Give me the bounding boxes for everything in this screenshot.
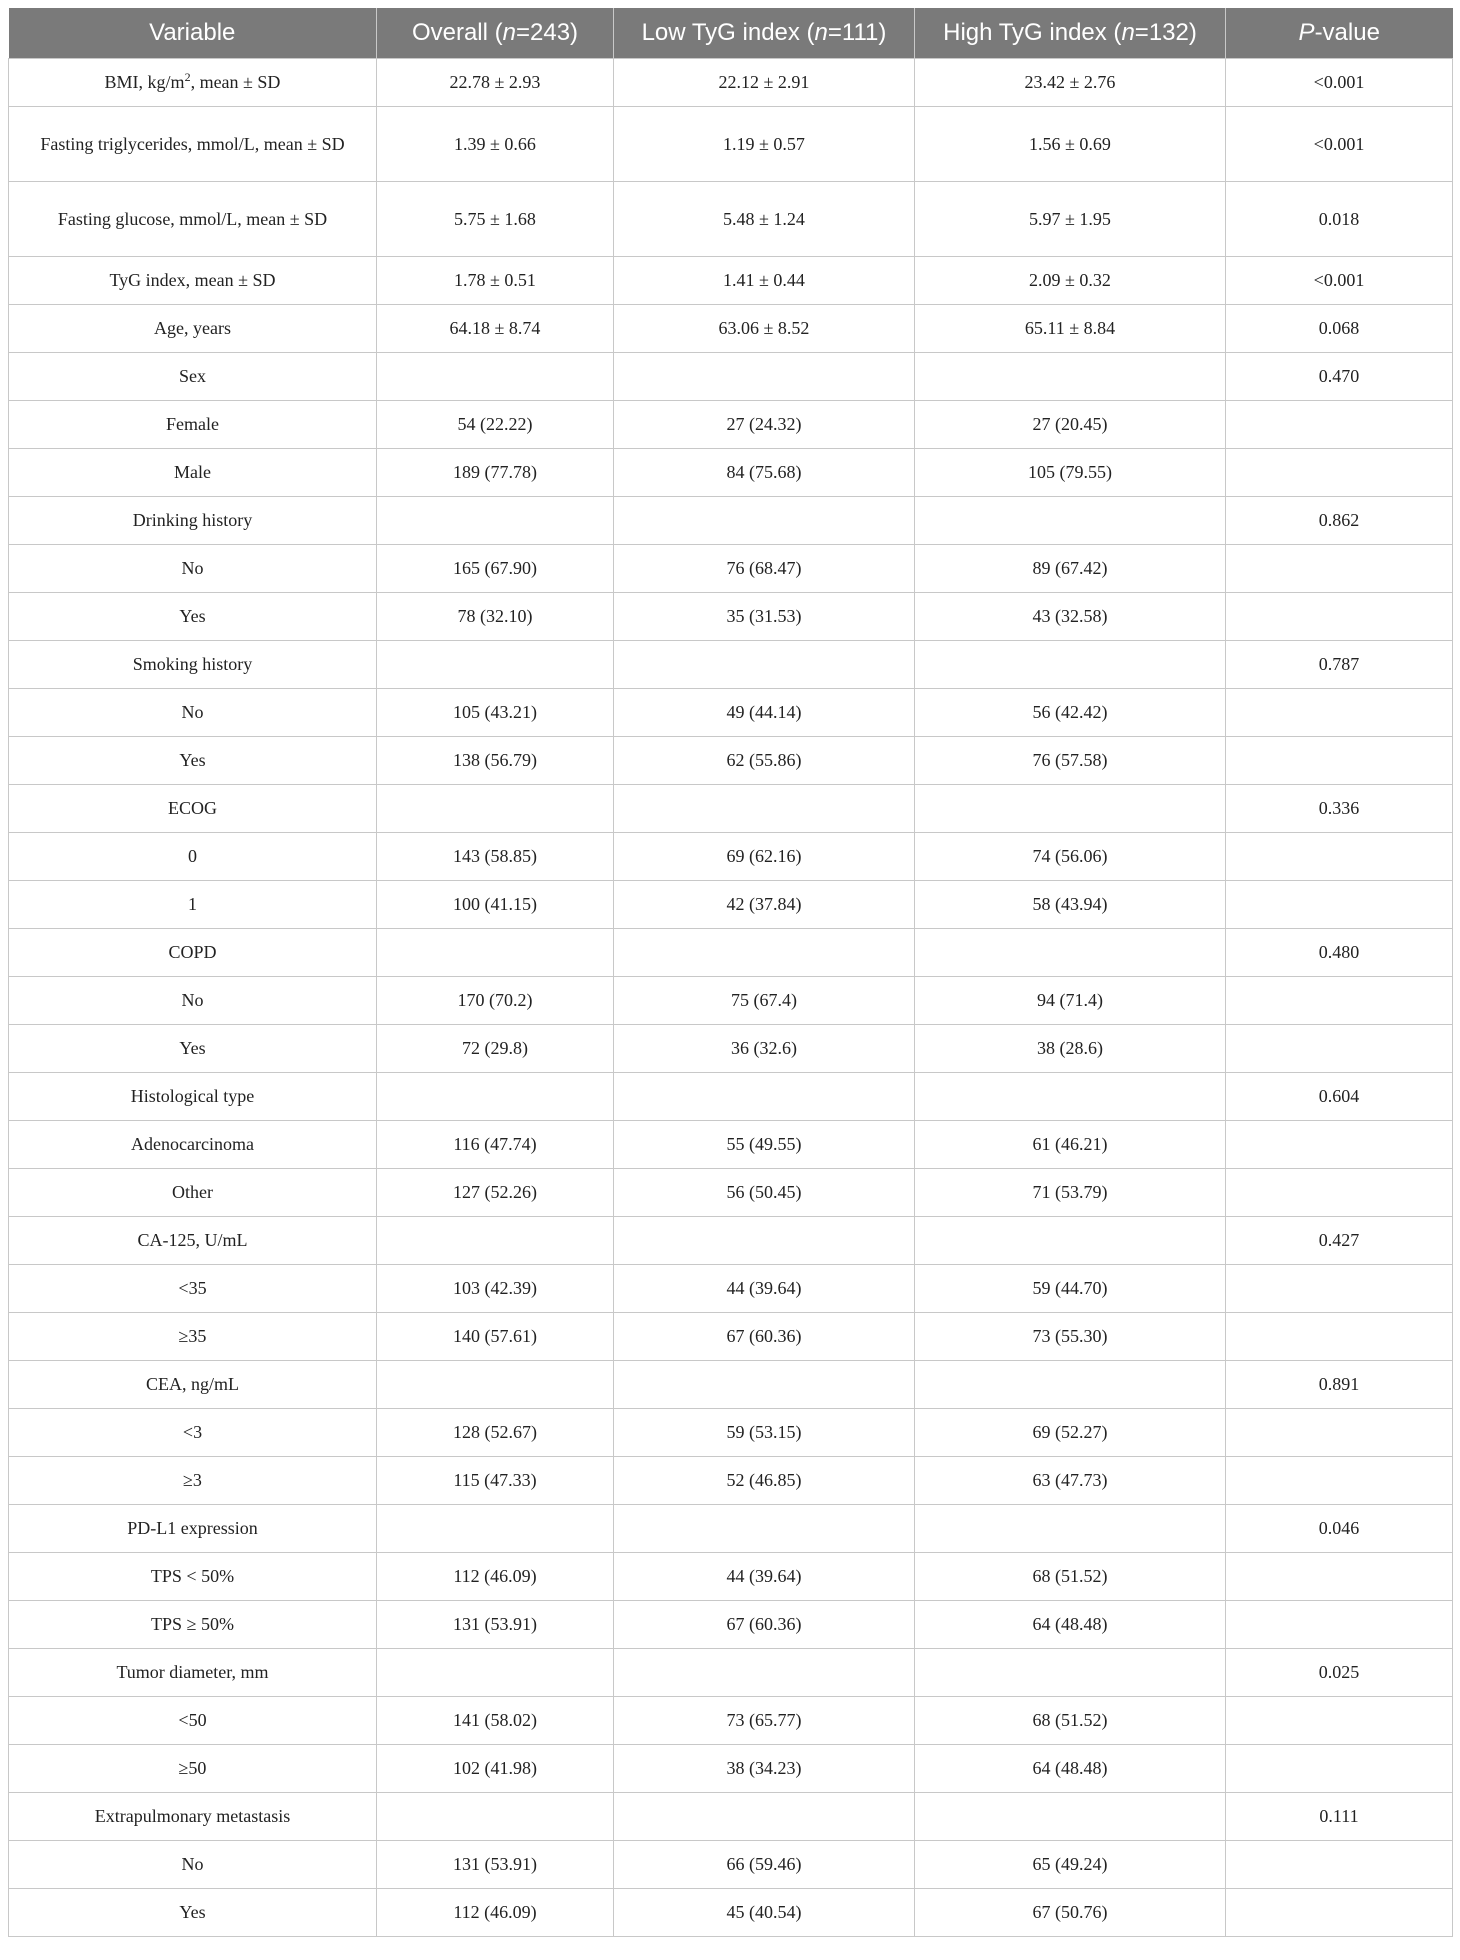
cell-variable: Yes: [9, 592, 377, 640]
cell-high: 65.11 ± 8.84: [915, 304, 1226, 352]
bmi-label: BMI, kg/m: [104, 72, 185, 92]
table-row: [9, 181, 1453, 256]
cell-p: 0.480: [1226, 928, 1453, 976]
table-row: [9, 304, 1453, 352]
cell-p: [1226, 544, 1453, 592]
table-row: [9, 976, 1453, 1024]
header-low-tyg: [614, 8, 915, 58]
cell-p: [1226, 400, 1453, 448]
header-low-count: =111): [827, 18, 887, 46]
cell-variable: Histological type: [9, 1072, 377, 1120]
cell-high: 64 (48.48): [915, 1744, 1226, 1792]
cell-p: [1226, 1264, 1453, 1312]
table-row: [9, 1744, 1453, 1792]
header-high-tyg: [915, 8, 1226, 58]
cell-variable: No: [9, 688, 377, 736]
cell-high: 1.56 ± 0.69: [915, 106, 1226, 181]
cell-overall: 131 (53.91): [377, 1600, 614, 1648]
cell-high: 5.97 ± 1.95: [915, 181, 1226, 256]
table-row: [9, 1840, 1453, 1888]
table-row: [9, 1552, 1453, 1600]
cell-variable: Yes: [9, 736, 377, 784]
table-row: [9, 1168, 1453, 1216]
cell-high: 27 (20.45): [915, 400, 1226, 448]
cell-high: [915, 1792, 1226, 1840]
header-overall: [377, 8, 614, 58]
cell-low: 42 (37.84): [614, 880, 915, 928]
cell-variable: Yes: [9, 1024, 377, 1072]
cell-p: [1226, 1552, 1453, 1600]
cell-p: [1226, 1600, 1453, 1648]
cell-variable: Other: [9, 1168, 377, 1216]
cell-variable: Age, years: [9, 304, 377, 352]
cell-variable: No: [9, 544, 377, 592]
table-row: [9, 784, 1453, 832]
table-row: [9, 106, 1453, 181]
cell-variable: TPS < 50%: [9, 1552, 377, 1600]
cell-overall: 112 (46.09): [377, 1552, 614, 1600]
cell-variable: No: [9, 1840, 377, 1888]
baseline-characteristics-table: [8, 8, 1453, 1937]
cell-variable: 1: [9, 880, 377, 928]
cell-low: [614, 1072, 915, 1120]
cell-low: 63.06 ± 8.52: [614, 304, 915, 352]
cell-high: [915, 784, 1226, 832]
cell-overall: 72 (29.8): [377, 1024, 614, 1072]
cell-overall: 141 (58.02): [377, 1696, 614, 1744]
cell-p: 0.427: [1226, 1216, 1453, 1264]
header-variable-label: Variable: [149, 18, 236, 46]
table-row: [9, 736, 1453, 784]
header-high-count: =132): [1134, 18, 1197, 46]
cell-high: 73 (55.30): [915, 1312, 1226, 1360]
header-overall-count: =243): [515, 18, 579, 46]
table-row: [9, 1264, 1453, 1312]
cell-overall: 5.75 ± 1.68: [377, 181, 614, 256]
cell-p: 0.068: [1226, 304, 1453, 352]
cell-p: [1226, 976, 1453, 1024]
cell-high: [915, 496, 1226, 544]
cell-overall: 165 (67.90): [377, 544, 614, 592]
cell-high: 64 (48.48): [915, 1600, 1226, 1648]
cell-low: [614, 1216, 915, 1264]
cell-variable: TPS ≥ 50%: [9, 1600, 377, 1648]
cell-overall: [377, 928, 614, 976]
cell-overall: 112 (46.09): [377, 1888, 614, 1936]
cell-low: 69 (62.16): [614, 832, 915, 880]
cell-p: <0.001: [1226, 256, 1453, 304]
cell-p: 0.046: [1226, 1504, 1453, 1552]
cell-overall: [377, 1072, 614, 1120]
cell-low: 67 (60.36): [614, 1312, 915, 1360]
table-row: [9, 256, 1453, 304]
cell-p: 0.470: [1226, 352, 1453, 400]
cell-p: 0.862: [1226, 496, 1453, 544]
cell-low: 45 (40.54): [614, 1888, 915, 1936]
cell-variable: Sex: [9, 352, 377, 400]
cell-variable: No: [9, 976, 377, 1024]
cell-variable: Drinking history: [9, 496, 377, 544]
cell-high: 23.42 ± 2.76: [915, 58, 1226, 106]
cell-low: [614, 352, 915, 400]
header-p-value: [1226, 8, 1453, 58]
cell-p: [1226, 1456, 1453, 1504]
cell-p: 0.336: [1226, 784, 1453, 832]
cell-low: [614, 1360, 915, 1408]
cell-variable: Female: [9, 400, 377, 448]
cell-overall: 1.39 ± 0.66: [377, 106, 614, 181]
cell-variable: CEA, ng/mL: [9, 1360, 377, 1408]
cell-low: 73 (65.77): [614, 1696, 915, 1744]
cell-low: 76 (68.47): [614, 544, 915, 592]
table-row: [9, 58, 1453, 106]
cell-low: [614, 784, 915, 832]
header-overall-n: n: [502, 18, 516, 46]
cell-overall: [377, 1360, 614, 1408]
cell-p: [1226, 688, 1453, 736]
cell-variable: Adenocarcinoma: [9, 1120, 377, 1168]
cell-high: [915, 1072, 1226, 1120]
cell-low: 62 (55.86): [614, 736, 915, 784]
cell-variable: ≥50: [9, 1744, 377, 1792]
table-row: [9, 1696, 1453, 1744]
cell-p: [1226, 1744, 1453, 1792]
cell-overall: 105 (43.21): [377, 688, 614, 736]
cell-overall: 1.78 ± 0.51: [377, 256, 614, 304]
header-variable: [9, 8, 377, 58]
cell-high: [915, 1360, 1226, 1408]
table-body: [9, 58, 1453, 1936]
cell-variable: <50: [9, 1696, 377, 1744]
cell-high: 63 (47.73): [915, 1456, 1226, 1504]
cell-p: [1226, 1840, 1453, 1888]
cell-p: [1226, 880, 1453, 928]
cell-overall: 143 (58.85): [377, 832, 614, 880]
cell-low: 22.12 ± 2.91: [614, 58, 915, 106]
cell-overall: 127 (52.26): [377, 1168, 614, 1216]
cell-p: [1226, 1120, 1453, 1168]
cell-p: 0.111: [1226, 1792, 1453, 1840]
cell-low: 59 (53.15): [614, 1408, 915, 1456]
cell-high: [915, 928, 1226, 976]
cell-high: 74 (56.06): [915, 832, 1226, 880]
table-row: [9, 928, 1453, 976]
cell-variable: TyG index, mean ± SD: [9, 256, 377, 304]
cell-high: [915, 352, 1226, 400]
cell-overall: 189 (77.78): [377, 448, 614, 496]
cell-low: 49 (44.14): [614, 688, 915, 736]
table-row: [9, 400, 1453, 448]
cell-overall: [377, 1792, 614, 1840]
cell-low: 5.48 ± 1.24: [614, 181, 915, 256]
cell-high: 58 (43.94): [915, 880, 1226, 928]
header-p-italic: P: [1298, 18, 1315, 46]
cell-low: 52 (46.85): [614, 1456, 915, 1504]
cell-variable: ≥35: [9, 1312, 377, 1360]
cell-low: 35 (31.53): [614, 592, 915, 640]
cell-p: [1226, 1312, 1453, 1360]
table-row: [9, 1648, 1453, 1696]
cell-high: 61 (46.21): [915, 1120, 1226, 1168]
cell-variable: Male: [9, 448, 377, 496]
cell-low: [614, 1648, 915, 1696]
table-row: [9, 688, 1453, 736]
cell-overall: [377, 784, 614, 832]
table-row: [9, 1120, 1453, 1168]
cell-variable: ECOG: [9, 784, 377, 832]
cell-p: 0.891: [1226, 1360, 1453, 1408]
cell-high: [915, 1648, 1226, 1696]
table-row: [9, 1312, 1453, 1360]
cell-high: [915, 640, 1226, 688]
cell-low: 66 (59.46): [614, 1840, 915, 1888]
cell-low: 27 (24.32): [614, 400, 915, 448]
cell-overall: [377, 496, 614, 544]
cell-low: [614, 640, 915, 688]
cell-overall: 170 (70.2): [377, 976, 614, 1024]
cell-low: 75 (67.4): [614, 976, 915, 1024]
cell-overall: 115 (47.33): [377, 1456, 614, 1504]
cell-high: [915, 1216, 1226, 1264]
table-row: [9, 592, 1453, 640]
cell-p: [1226, 1408, 1453, 1456]
cell-overall: [377, 640, 614, 688]
header-high-label: High TyG index (: [943, 18, 1122, 46]
table-row: [9, 1888, 1453, 1936]
table-header: [9, 8, 1453, 58]
cell-low: 36 (32.6): [614, 1024, 915, 1072]
cell-overall: 140 (57.61): [377, 1312, 614, 1360]
table-row: [9, 352, 1453, 400]
cell-high: 65 (49.24): [915, 1840, 1226, 1888]
cell-high: 76 (57.58): [915, 736, 1226, 784]
header-low-label: Low TyG index (: [641, 18, 815, 46]
cell-variable: CA-125, U/mL: [9, 1216, 377, 1264]
header-low-n: n: [814, 18, 828, 46]
cell-high: 68 (51.52): [915, 1696, 1226, 1744]
cell-p: [1226, 592, 1453, 640]
table-row: [9, 1504, 1453, 1552]
table-row: [9, 544, 1453, 592]
table-row: [9, 1600, 1453, 1648]
cell-overall: 54 (22.22): [377, 400, 614, 448]
cell-low: 44 (39.64): [614, 1552, 915, 1600]
cell-overall: 102 (41.98): [377, 1744, 614, 1792]
table-row: [9, 1216, 1453, 1264]
cell-high: 67 (50.76): [915, 1888, 1226, 1936]
table-row: [9, 880, 1453, 928]
cell-high: 89 (67.42): [915, 544, 1226, 592]
cell-high: [915, 1504, 1226, 1552]
cell-overall: 64.18 ± 8.74: [377, 304, 614, 352]
bmi-label-superscript: 2: [184, 70, 191, 84]
cell-low: [614, 928, 915, 976]
table-row: [9, 496, 1453, 544]
cell-low: [614, 496, 915, 544]
cell-p: [1226, 448, 1453, 496]
header-overall-label: Overall (: [411, 18, 503, 46]
cell-variable: COPD: [9, 928, 377, 976]
cell-variable: ≥3: [9, 1456, 377, 1504]
cell-variable: Extrapulmonary metastasis: [9, 1792, 377, 1840]
cell-high: 69 (52.27): [915, 1408, 1226, 1456]
cell-low: 55 (49.55): [614, 1120, 915, 1168]
cell-p: 0.604: [1226, 1072, 1453, 1120]
cell-variable: [9, 58, 377, 106]
table-row: [9, 1024, 1453, 1072]
cell-p: [1226, 1168, 1453, 1216]
cell-overall: 116 (47.74): [377, 1120, 614, 1168]
cell-overall: [377, 1216, 614, 1264]
cell-high: 94 (71.4): [915, 976, 1226, 1024]
cell-variable: <3: [9, 1408, 377, 1456]
cell-p: [1226, 1024, 1453, 1072]
cell-low: 1.19 ± 0.57: [614, 106, 915, 181]
cell-low: 38 (34.23): [614, 1744, 915, 1792]
cell-p: [1226, 1696, 1453, 1744]
cell-p: 0.025: [1226, 1648, 1453, 1696]
cell-overall: 22.78 ± 2.93: [377, 58, 614, 106]
cell-overall: [377, 1648, 614, 1696]
table-row: [9, 448, 1453, 496]
cell-p: [1226, 736, 1453, 784]
cell-overall: 128 (52.67): [377, 1408, 614, 1456]
cell-p: [1226, 1888, 1453, 1936]
cell-overall: 131 (53.91): [377, 1840, 614, 1888]
table-row: [9, 1408, 1453, 1456]
cell-p: <0.001: [1226, 58, 1453, 106]
cell-p: <0.001: [1226, 106, 1453, 181]
table-row: [9, 1792, 1453, 1840]
cell-high: 43 (32.58): [915, 592, 1226, 640]
bmi-label-suffix: , mean ± SD: [190, 72, 281, 92]
cell-variable: Fasting glucose, mmol/L, mean ± SD: [9, 181, 377, 256]
cell-high: 71 (53.79): [915, 1168, 1226, 1216]
cell-low: [614, 1792, 915, 1840]
cell-high: 68 (51.52): [915, 1552, 1226, 1600]
cell-variable: Yes: [9, 1888, 377, 1936]
table-row: [9, 832, 1453, 880]
cell-high: 2.09 ± 0.32: [915, 256, 1226, 304]
header-p-label: -value: [1314, 18, 1380, 46]
cell-variable: Smoking history: [9, 640, 377, 688]
cell-low: 56 (50.45): [614, 1168, 915, 1216]
cell-high: 56 (42.42): [915, 688, 1226, 736]
cell-overall: 103 (42.39): [377, 1264, 614, 1312]
cell-p: 0.018: [1226, 181, 1453, 256]
cell-high: 38 (28.6): [915, 1024, 1226, 1072]
table-row: [9, 1456, 1453, 1504]
cell-overall: 78 (32.10): [377, 592, 614, 640]
table-row: [9, 640, 1453, 688]
cell-p: [1226, 832, 1453, 880]
baseline-characteristics-table-container: [8, 8, 1452, 1937]
cell-variable: <35: [9, 1264, 377, 1312]
cell-overall: 138 (56.79): [377, 736, 614, 784]
header-high-n: n: [1121, 18, 1135, 46]
cell-variable: 0: [9, 832, 377, 880]
cell-low: 1.41 ± 0.44: [614, 256, 915, 304]
cell-overall: 100 (41.15): [377, 880, 614, 928]
cell-low: 67 (60.36): [614, 1600, 915, 1648]
cell-p: 0.787: [1226, 640, 1453, 688]
cell-low: [614, 1504, 915, 1552]
table-row: [9, 1072, 1453, 1120]
cell-overall: [377, 1504, 614, 1552]
table-row: [9, 1360, 1453, 1408]
cell-variable: Tumor diameter, mm: [9, 1648, 377, 1696]
cell-variable: PD-L1 expression: [9, 1504, 377, 1552]
cell-high: 105 (79.55): [915, 448, 1226, 496]
cell-variable: Fasting triglycerides, mmol/L, mean ± SD: [9, 106, 377, 181]
cell-high: 59 (44.70): [915, 1264, 1226, 1312]
cell-low: 44 (39.64): [614, 1264, 915, 1312]
cell-low: 84 (75.68): [614, 448, 915, 496]
cell-overall: [377, 352, 614, 400]
header-row: [9, 8, 1453, 58]
